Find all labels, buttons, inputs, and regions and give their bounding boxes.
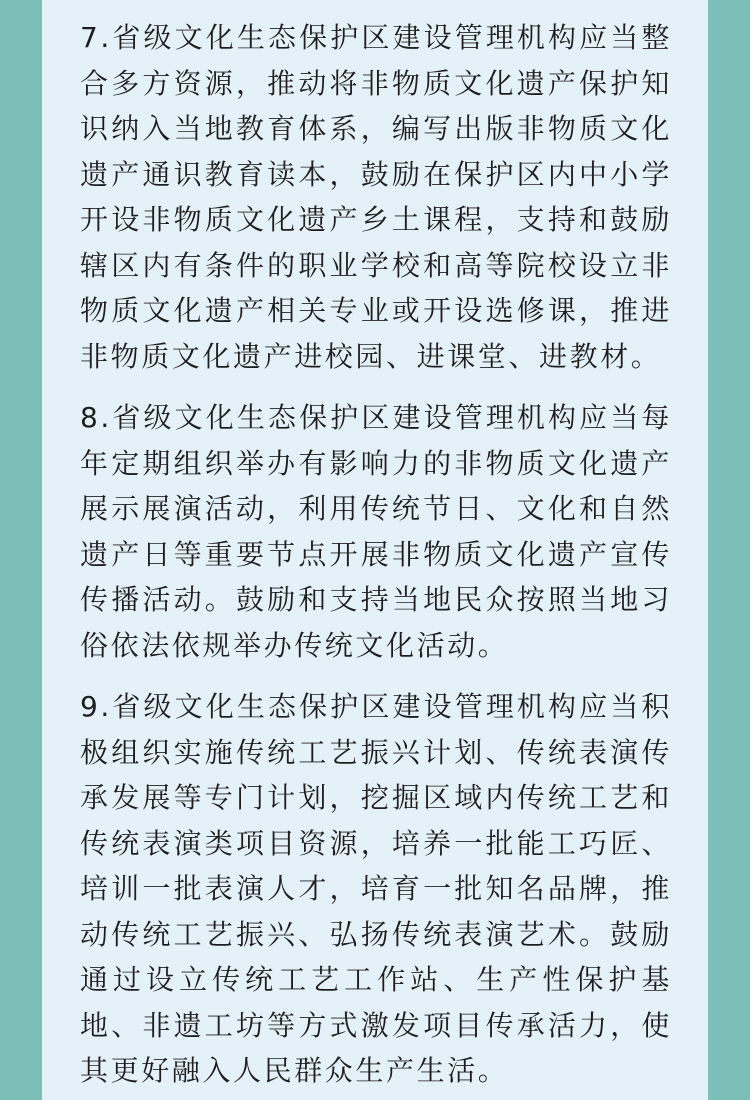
paragraph-item-7: 7.省级文化生态保护区建设管理机构应当整合多方资源，推动将非物质文化遗产保护知识纳入当地教育体系，编写出版非物质文化遗产通识教育读本，鼓励在保护区内中小学开设非物质文化遗产乡土课程，支持和鼓励辖区内有条件的职业学校和高等院校设立非物质文化遗产相关专业或开设选修课，推进非物质文化遗产进校园、进课堂、进教材。 xyxy=(80,21,672,373)
paragraph-item-8: 8.省级文化生态保护区建设管理机构应当每年定期组织举办有影响力的非物质文化遗产展示展演活动，利用传统节日、文化和自然遗产日等重要节点开展非物质文化遗产宣传传播活动。鼓励和支持当地民众按照当地习俗依法依规举办传统文化活动。 xyxy=(80,401,672,662)
paragraph-item-9: 9.省级文化生态保护区建设管理机构应当积极组织实施传统工艺振兴计划、传统表演传承发展等专门计划，挖掘区域内传统工艺和传统表演类项目资源，培养一批能工巧匠、培训一批表演人才，培育一批知名品牌，推动传统工艺振兴、弘扬传统表演艺术。鼓励通过设立传统工艺工作站、生产性保护基地、非遗工坊等方式激发项目传承活力，使其更好融入人民群众生产生活。 xyxy=(80,690,672,1087)
article-content xyxy=(80,15,672,1094)
